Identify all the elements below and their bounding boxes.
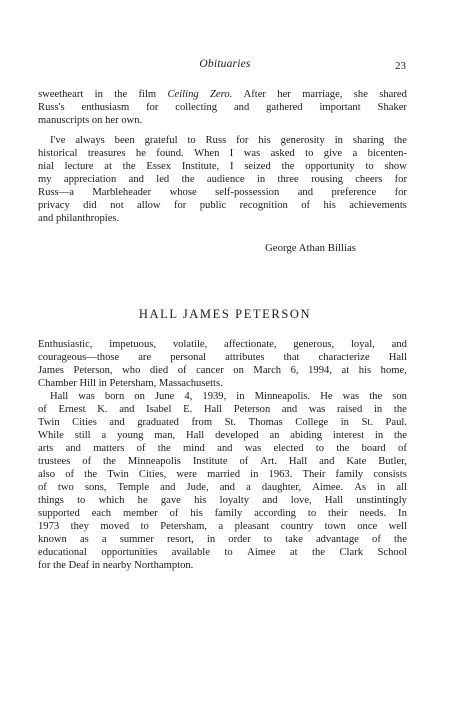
text-line: Chamber Hill in Petersham, Massachusetts.	[38, 378, 223, 389]
text-line: While still a young man, Hall developed an abiding interest in the	[38, 430, 407, 441]
text-line: and philanthropies.	[38, 213, 120, 224]
text-line: for the Deaf in nearby Northampton.	[38, 560, 194, 571]
text-line: Enthusiastic, impetuous, volatile, affectionate, generous, loyal, and	[38, 339, 407, 350]
text-line: things to which he gave his loyalty and love, Hall unstintingly	[38, 495, 407, 506]
text-line: James Peterson, who died of cancer on March 6, 1994, at his home,	[38, 365, 407, 376]
running-head	[0, 58, 450, 74]
text-line: 1973 they moved to Petersham, a pleasant country town once well	[38, 521, 407, 532]
text-line: sweetheart in the film Ceiling Zero. After her marriage, she shared	[38, 89, 407, 100]
text-line: manuscripts on her own.	[38, 115, 143, 126]
text-line: Russ's enthusiasm for collecting and gathered important Shaker	[38, 102, 407, 113]
text-line: supported each member of his family according to their needs. In	[38, 508, 407, 519]
text-line: of Ernest K. and Isabel E. Hall Peterson and was raised in the	[38, 404, 407, 415]
text-line: also of the Twin Cities, were married in 1963. Their family consists	[38, 469, 407, 480]
text-line: Hall was born on June 4, 1939, in Minneapolis. He was the son	[50, 391, 407, 402]
text-line: educational opportunities available to Aimee at the Clark School	[38, 547, 407, 558]
text-line: historical treasures he found. When I was asked to give a bicenten-	[38, 148, 407, 159]
text-line: my appreciation and led the audience in three rousing cheers for	[38, 174, 407, 185]
obituary-title: HALL JAMES PETERSON	[138, 307, 312, 321]
text-line: Twin Cities and graduated from St. Thomas College in St. Paul.	[38, 417, 407, 428]
text-line: nial lecture at the Essex Institute, I seized the opportunity to show	[38, 161, 407, 172]
page-number: 23	[395, 60, 406, 72]
running-title: Obituaries	[199, 58, 251, 70]
text-line: Russ—a Marbleheader whose self-possession and preference for	[38, 187, 407, 198]
text-line: known as a summer resort, in order to take advantage of the	[38, 534, 407, 545]
text-line: trustees of the Minneapolis Institute of Art. Hall and Kate Butler,	[38, 456, 407, 467]
author-signature: George Athan Billias	[265, 242, 356, 254]
text-line: arts and matters of the mind and was elected to the board of	[38, 443, 407, 454]
text-line: privacy did not allow for public recognition of his achievements	[38, 200, 407, 211]
text-line: of two sons, Temple and Jude, and a daughter, Aimee. As in all	[38, 482, 407, 493]
text-line: courageous—those are personal attributes that characterize Hall	[38, 352, 407, 363]
text-line: I've always been grateful to Russ for his generosity in sharing the	[50, 135, 407, 146]
